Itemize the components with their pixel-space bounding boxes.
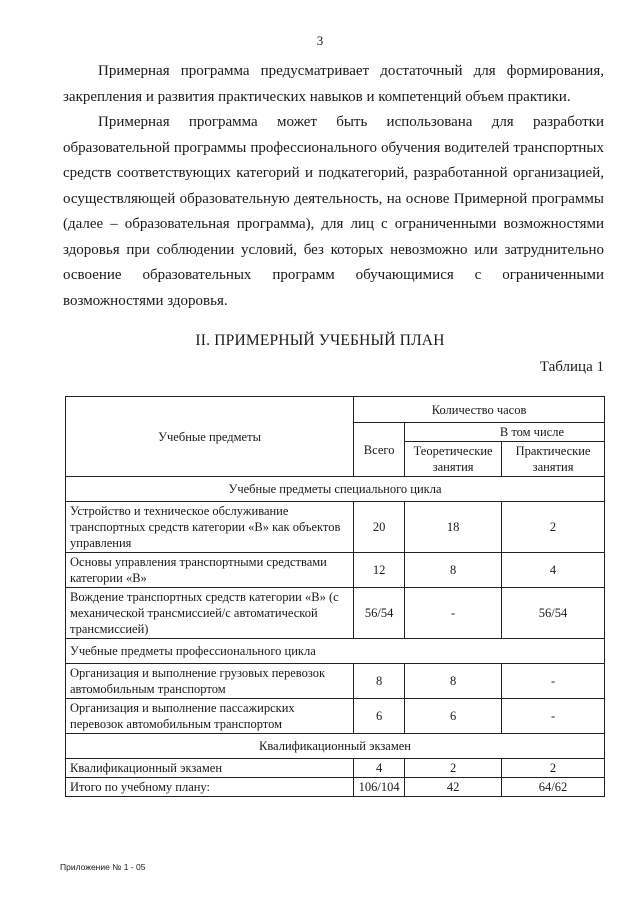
hours-total: 6 bbox=[354, 699, 405, 734]
table-row bbox=[66, 553, 605, 588]
hours-practice: - bbox=[502, 699, 605, 734]
hours-total: 4 bbox=[354, 759, 405, 778]
table-row bbox=[66, 759, 605, 778]
hours-theory: 2 bbox=[405, 759, 502, 778]
header-including: В том числе bbox=[405, 423, 605, 442]
hours-total: 12 bbox=[354, 553, 405, 588]
total-practice: 64/62 bbox=[502, 778, 605, 797]
subject-name: Вождение транспортных средств категории «B» (с механической трансмиссией/с автоматической трансмиссией) bbox=[66, 588, 354, 639]
table-row bbox=[66, 588, 605, 639]
header-practice: Практические занятия bbox=[502, 442, 605, 477]
section-heading: II. ПРИМЕРНЫЙ УЧЕБНЫЙ ПЛАН bbox=[195, 332, 445, 349]
subject-name: Организация и выполнение пассажирских перевозок автомобильным транспортом bbox=[66, 699, 354, 734]
hours-total: 8 bbox=[354, 664, 405, 699]
page-number: 3 bbox=[316, 33, 324, 48]
section-row bbox=[66, 477, 605, 502]
section-title: Учебные предметы специального цикла bbox=[66, 477, 605, 502]
hours-theory: - bbox=[405, 588, 502, 639]
total-row bbox=[66, 778, 605, 797]
table-row bbox=[66, 502, 605, 553]
subject-name: Организация и выполнение грузовых перевозок автомобильным транспортом bbox=[66, 664, 354, 699]
header-total: Всего bbox=[354, 423, 405, 477]
table-row bbox=[66, 699, 605, 734]
section-title: Квалификационный экзамен bbox=[66, 734, 605, 759]
hours-theory: 8 bbox=[405, 664, 502, 699]
header-hours: Количество часов bbox=[354, 397, 605, 423]
subject-name: Устройство и техническое обслуживание транспортных средств категории «B» как объектов управления bbox=[66, 502, 354, 553]
header-row-1 bbox=[66, 397, 605, 423]
hours-theory: 18 bbox=[405, 502, 502, 553]
hours-total: 20 bbox=[354, 502, 405, 553]
section-row bbox=[66, 639, 605, 664]
table-caption: Таблица 1 bbox=[539, 359, 604, 375]
total-hours: 106/104 bbox=[354, 778, 405, 797]
header-subjects: Учебные предметы bbox=[66, 397, 354, 477]
section-title: Учебные предметы профессионального цикла bbox=[66, 639, 605, 664]
paragraph-2: Примерная программа может быть использована для разработки образовательной программы профессионального обучения водителей транспортных средств соответствующих категорий и подкатегорий, разработанной организацией, осуществляющей образовательную деятельность, на основе Примерной программы (далее – образовательная программа), для лиц с ограниченными возможностями здоровья при соблюдении условий, без которых невозможно или затруднительно освоение образовательных программ обучающимися с ограниченными возможностями здоровья. bbox=[63, 114, 604, 309]
hours-theory: 8 bbox=[405, 553, 502, 588]
header-theory: Теоретические занятия bbox=[405, 442, 502, 477]
section-row bbox=[66, 734, 605, 759]
total-theory: 42 bbox=[405, 778, 502, 797]
paragraph-1: Примерная программа предусматривает достаточный для формирования, закрепления и развития практических навыков и компетенций объем практики. bbox=[63, 63, 604, 105]
curriculum-table bbox=[65, 396, 605, 797]
subject-name: Квалификационный экзамен bbox=[66, 759, 354, 778]
hours-practice: - bbox=[502, 664, 605, 699]
hours-practice: 56/54 bbox=[502, 588, 605, 639]
total-label: Итого по учебному плану: bbox=[66, 778, 354, 797]
subject-name: Основы управления транспортными средствами категории «B» bbox=[66, 553, 354, 588]
hours-practice: 2 bbox=[502, 502, 605, 553]
hours-practice: 2 bbox=[502, 759, 605, 778]
hours-practice: 4 bbox=[502, 553, 605, 588]
hours-total: 56/54 bbox=[354, 588, 405, 639]
hours-theory: 6 bbox=[405, 699, 502, 734]
table-row bbox=[66, 664, 605, 699]
footer-note: Приложение № 1 - 05 bbox=[60, 862, 146, 872]
